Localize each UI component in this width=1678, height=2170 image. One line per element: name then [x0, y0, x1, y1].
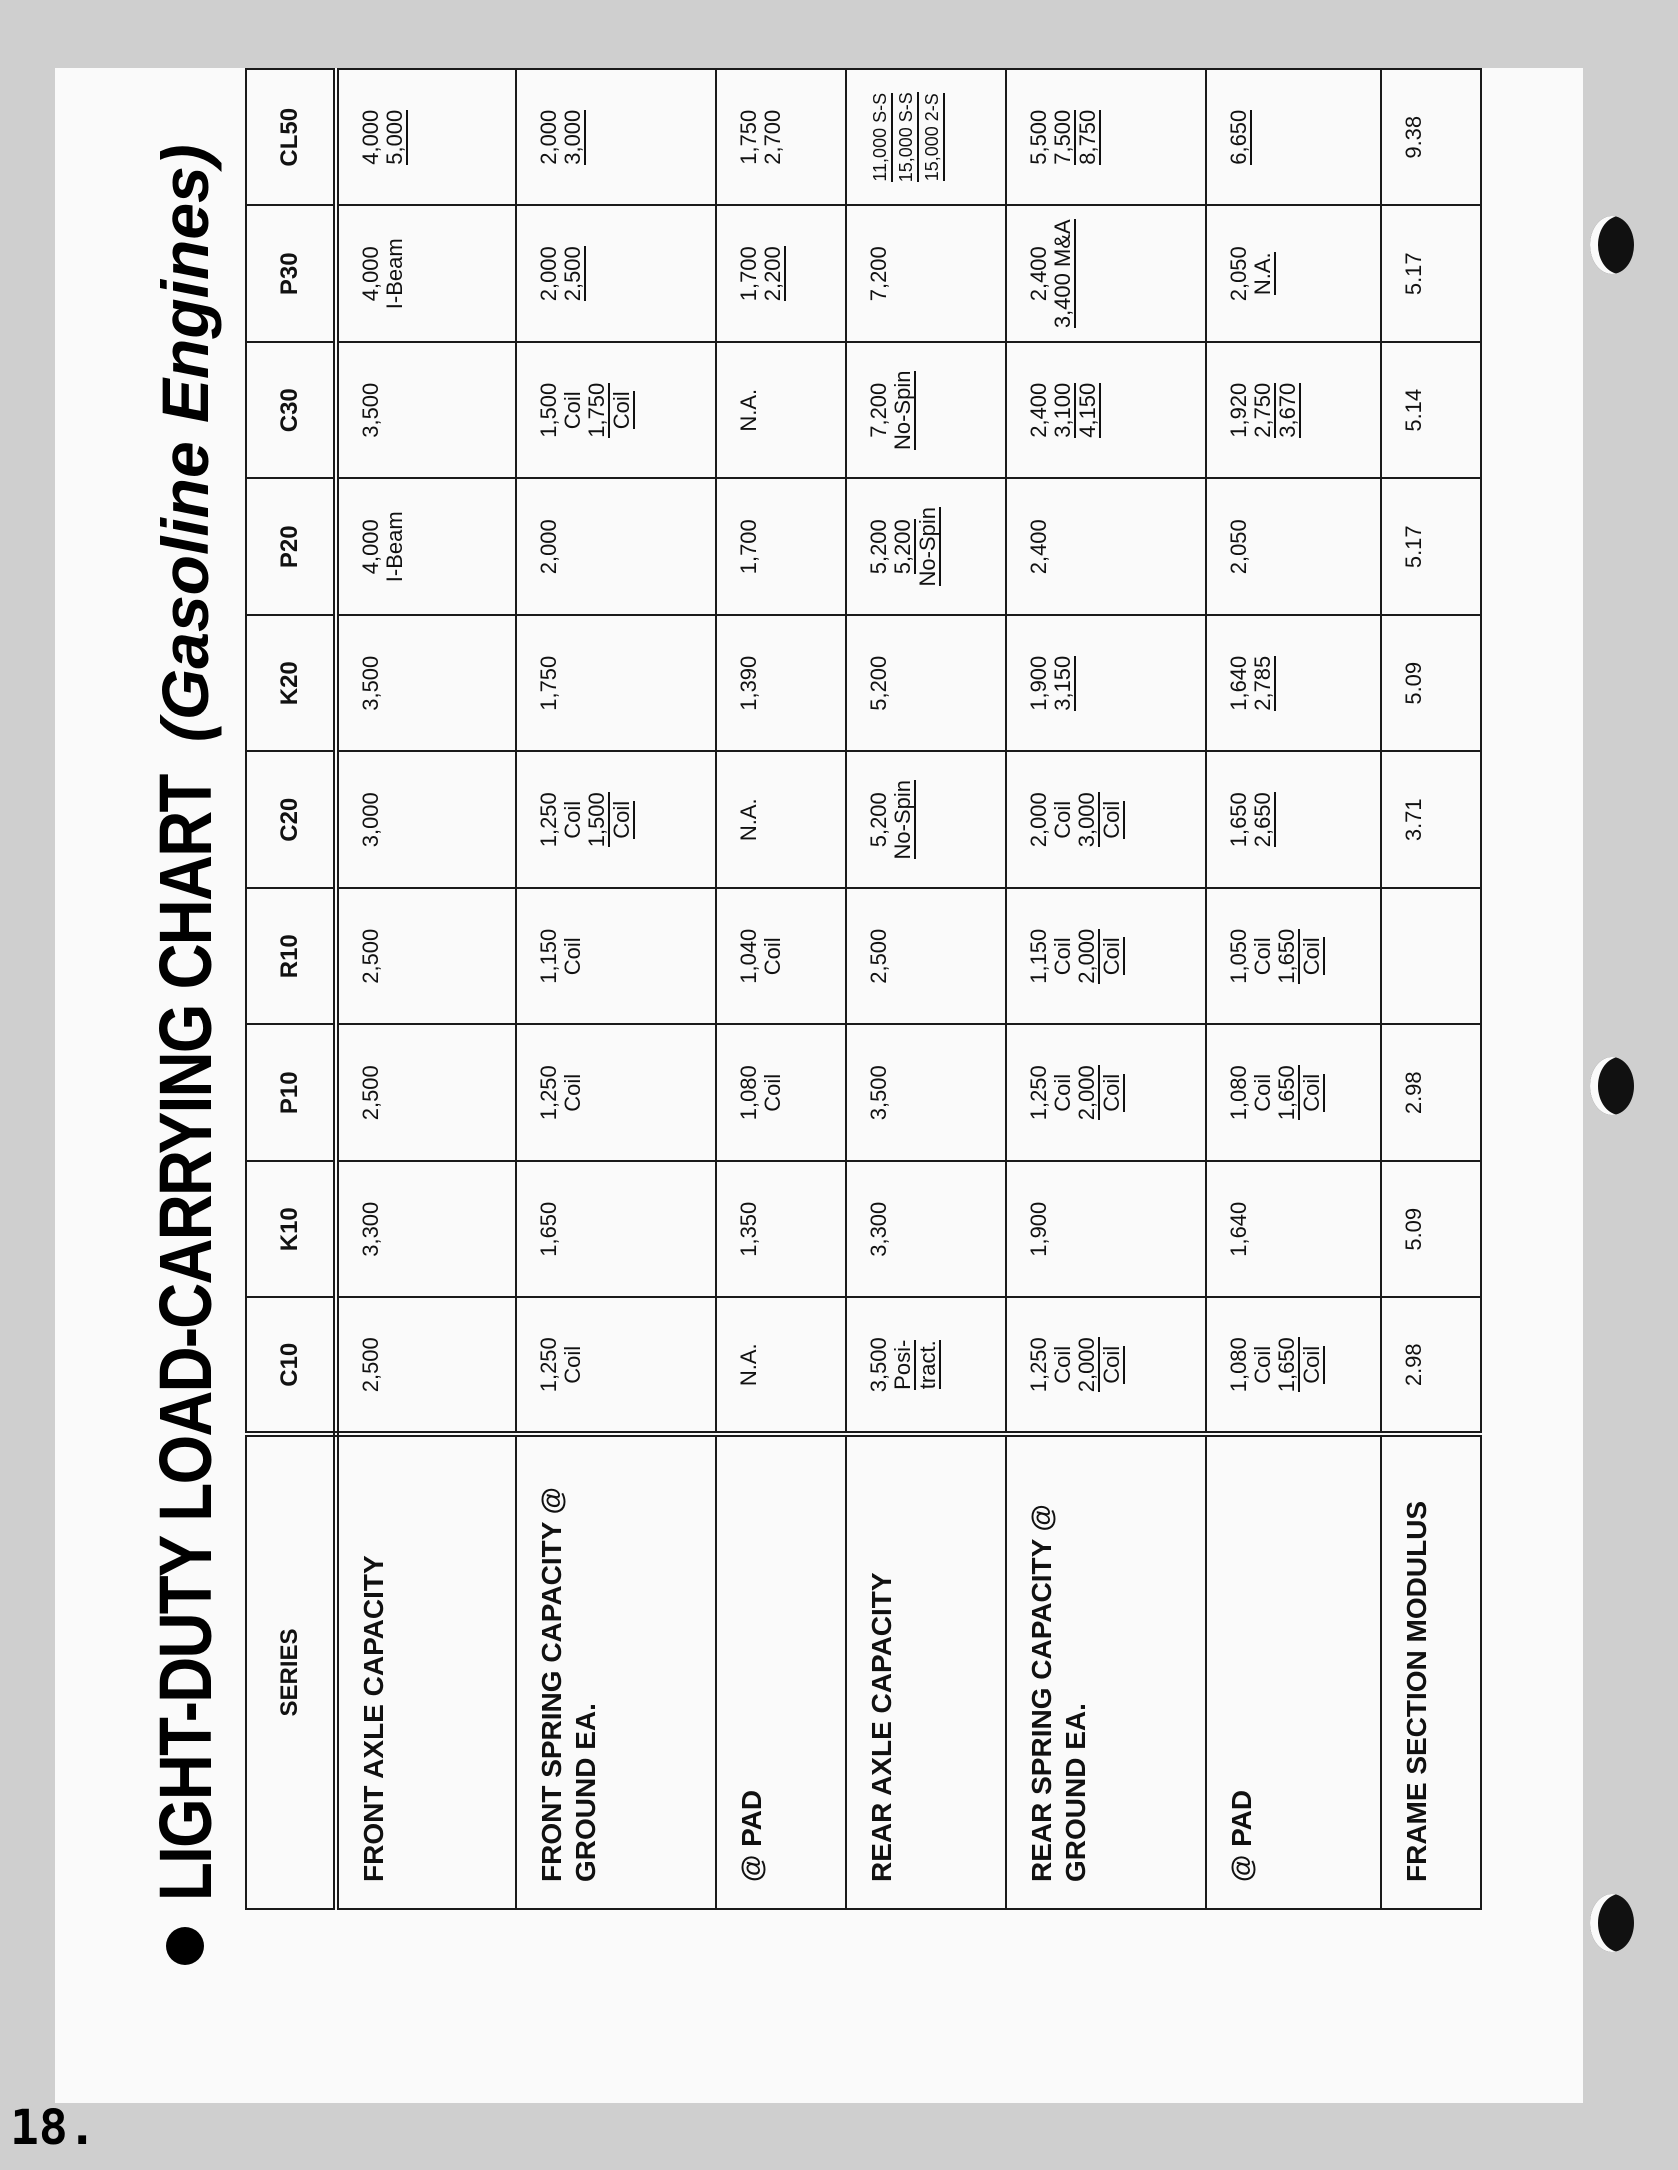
- cell-value: 2,650: [1250, 792, 1275, 848]
- cell-value: 5,200: [866, 792, 891, 848]
- table-cell: [1206, 888, 1381, 1025]
- cell-value: 2.98: [1401, 1071, 1426, 1115]
- column-header: P10: [246, 1025, 336, 1162]
- cell-value: Coil: [1250, 1073, 1275, 1112]
- title-subtitle: (Gasoline Engines): [148, 144, 222, 743]
- cell-value: 6,650: [1226, 109, 1251, 165]
- cell-value: Coil: [1050, 937, 1075, 976]
- table-cell: [516, 206, 716, 343]
- table-cell: [716, 1298, 846, 1435]
- table-cell: [1006, 1298, 1206, 1435]
- cell-value: 5,000: [382, 109, 407, 165]
- cell-value: 1,700: [736, 246, 761, 302]
- cell-value: 1,650: [1274, 1337, 1299, 1393]
- table-cell: [716, 752, 846, 889]
- cell-value: 3,500: [866, 1337, 891, 1393]
- cell-value: No-Spin: [890, 370, 915, 450]
- cell-value: 2.98: [1401, 1343, 1426, 1387]
- cell-value: Coil: [1299, 1345, 1324, 1384]
- cell-value: 3,500: [358, 655, 383, 711]
- cell-value: 3,670: [1275, 382, 1300, 438]
- bullet-icon: [166, 1927, 204, 1965]
- table-row: [336, 69, 516, 1909]
- row-label: FRAME SECTION MODULUS: [1381, 1434, 1481, 1909]
- cell-value: 4,150: [1075, 382, 1100, 438]
- table-cell: [1381, 615, 1481, 752]
- table-cell: [336, 206, 516, 343]
- row-label: @ PAD: [1206, 1434, 1381, 1909]
- cell-value: 2,400: [1026, 246, 1051, 302]
- table-row: [1206, 69, 1381, 1909]
- cell-value: 1,350: [736, 1201, 761, 1257]
- cell-value: 2,700: [760, 109, 785, 165]
- table-cell: [516, 888, 716, 1025]
- table-cell: [1006, 479, 1206, 616]
- table-cell: [846, 1298, 1006, 1435]
- cell-value: 1,900: [1026, 655, 1051, 711]
- row-label: REAR AXLE CAPACITY: [846, 1434, 1006, 1909]
- cell-value: tract.: [915, 1340, 940, 1390]
- cell-value: Coil: [760, 937, 785, 976]
- cell-value: Coil: [1099, 937, 1124, 976]
- cell-value: 1,050: [1226, 928, 1251, 984]
- cell-value: 1,500: [584, 792, 609, 848]
- cell-value: 2,000: [1026, 792, 1051, 848]
- cell-value: 1,500: [536, 382, 561, 438]
- table-row: [846, 69, 1006, 1909]
- cell-value: 1,750: [584, 382, 609, 438]
- title-main: LIGHT-DUTY LOAD-CARRYING CHART: [143, 775, 227, 1901]
- cell-value: 15,000 2-S: [921, 93, 945, 181]
- table-row: [1006, 69, 1206, 1909]
- table-cell: [1206, 479, 1381, 616]
- cell-value: Coil: [1050, 1073, 1075, 1112]
- cell-value: 1,750: [736, 109, 761, 165]
- cell-value: Coil: [1099, 1345, 1124, 1384]
- cell-value: 1,250: [536, 792, 561, 848]
- table-row: [516, 69, 716, 1909]
- table-cell: [846, 479, 1006, 616]
- cell-value: Coil: [1050, 1345, 1075, 1384]
- table-cell: [1206, 752, 1381, 889]
- table-cell: [716, 1025, 846, 1162]
- table-cell: [716, 342, 846, 479]
- column-header: R10: [246, 888, 336, 1025]
- cell-value: Coil: [560, 1345, 585, 1384]
- cell-value: 7,500: [1050, 109, 1075, 165]
- cell-value: N.A.: [736, 1343, 761, 1387]
- cell-value: Coil: [560, 800, 585, 839]
- cell-value: I-Beam: [382, 511, 407, 583]
- cell-value: 1,080: [1226, 1065, 1251, 1121]
- table-cell: [846, 69, 1006, 206]
- cell-value: 1,080: [736, 1065, 761, 1121]
- table-cell: [846, 888, 1006, 1025]
- cell-value: 3,100: [1050, 382, 1075, 438]
- cell-value: Coil: [1250, 937, 1275, 976]
- table-cell: [1206, 1298, 1381, 1435]
- cell-value: 2,200: [760, 246, 785, 302]
- table-cell: [1206, 1025, 1381, 1162]
- binder-hole: [1590, 1894, 1634, 1952]
- cell-value: 4,000: [358, 246, 383, 302]
- cell-value: Coil: [609, 391, 634, 430]
- cell-value: Coil: [1299, 1073, 1324, 1112]
- table-cell: [1206, 1161, 1381, 1298]
- cell-value: 2,500: [866, 928, 891, 984]
- page-title: [130, 144, 240, 1965]
- cell-value: 11,000 S-S: [869, 93, 893, 182]
- row-label: REAR SPRING CAPACITY @ GROUND EA.: [1006, 1434, 1206, 1909]
- table-cell: [336, 342, 516, 479]
- table-cell: [336, 1161, 516, 1298]
- cell-value: 7,200: [866, 246, 891, 302]
- cell-value: 3,000: [358, 792, 383, 848]
- column-header: C20: [246, 752, 336, 889]
- table-cell: [516, 1025, 716, 1162]
- table-cell: [336, 752, 516, 889]
- cell-value: 1,750: [536, 655, 561, 711]
- table-cell: [716, 1161, 846, 1298]
- cell-value: 2,000: [536, 109, 561, 165]
- cell-value: 2,750: [1250, 382, 1275, 438]
- table-cell: [1381, 1298, 1481, 1435]
- cell-value: Coil: [760, 1073, 785, 1112]
- table-cell: [336, 479, 516, 616]
- table-row: [1381, 69, 1481, 1909]
- cell-value: N.A.: [736, 798, 761, 842]
- cell-value: 4,000: [358, 109, 383, 165]
- table-cell: [716, 206, 846, 343]
- cell-value: 2,000: [1074, 928, 1099, 984]
- cell-value: 3,150: [1050, 655, 1075, 711]
- table-cell: [516, 752, 716, 889]
- cell-value: Coil: [609, 800, 634, 839]
- cell-value: 15,000 S-S: [895, 92, 919, 182]
- column-header: K10: [246, 1161, 336, 1298]
- table-cell: [1206, 342, 1381, 479]
- cell-value: 2,050: [1226, 246, 1251, 302]
- cell-value: 1,650: [1274, 1065, 1299, 1121]
- table-cell: [846, 752, 1006, 889]
- cell-value: Coil: [1099, 800, 1124, 839]
- cell-value: 5.17: [1401, 525, 1426, 569]
- cell-value: 1,040: [736, 928, 761, 984]
- cell-value: 1,650: [536, 1201, 561, 1257]
- table-cell: [516, 1298, 716, 1435]
- table-cell: [1206, 615, 1381, 752]
- table-cell: [1381, 752, 1481, 889]
- table-header-row: [246, 69, 336, 1909]
- cell-value: 1,250: [536, 1065, 561, 1121]
- cell-value: 5.09: [1401, 661, 1426, 705]
- cell-value: 1,150: [536, 928, 561, 984]
- table-cell: [1006, 1161, 1206, 1298]
- cell-value: 2,500: [560, 246, 585, 302]
- table-cell: [516, 69, 716, 206]
- cell-value: Coil: [1050, 800, 1075, 839]
- table-cell: [1381, 1161, 1481, 1298]
- cell-value: 1,920: [1226, 382, 1251, 438]
- cell-value: 4,000: [358, 519, 383, 575]
- cell-value: 5,200: [866, 519, 891, 575]
- row-label: FRONT AXLE CAPACITY: [336, 1434, 516, 1909]
- cell-value: 5.09: [1401, 1207, 1426, 1251]
- cell-value: 5,200: [866, 655, 891, 711]
- cell-value: 5,200: [890, 519, 915, 575]
- table-cell: [516, 615, 716, 752]
- binder-hole: [1590, 216, 1634, 274]
- table-cell: [1381, 1025, 1481, 1162]
- cell-value: Posi-: [890, 1339, 915, 1390]
- table-cell: [716, 479, 846, 616]
- cell-value: 1,080: [1226, 1337, 1251, 1393]
- cell-value: 3,500: [866, 1065, 891, 1121]
- rotated-content: [130, 0, 1575, 2045]
- cell-value: 1,700: [736, 519, 761, 575]
- table-cell: [516, 479, 716, 616]
- cell-value: Coil: [1250, 1345, 1275, 1384]
- cell-value: 1,640: [1226, 655, 1251, 711]
- table-cell: [1006, 69, 1206, 206]
- cell-value: 3.71: [1401, 798, 1426, 842]
- cell-value: I-Beam: [382, 238, 407, 310]
- table-cell: [1006, 752, 1206, 889]
- cell-value: Coil: [1299, 937, 1324, 976]
- cell-value: Coil: [560, 391, 585, 430]
- cell-value: 2,500: [358, 1065, 383, 1121]
- cell-value: 2,785: [1250, 655, 1275, 711]
- table-cell: [1006, 206, 1206, 343]
- table-cell: [516, 342, 716, 479]
- table-cell: [336, 69, 516, 206]
- cell-value: 5.17: [1401, 252, 1426, 296]
- cell-value: 3,300: [358, 1201, 383, 1257]
- table-cell: [336, 1298, 516, 1435]
- cell-value: No-Spin: [915, 507, 940, 587]
- table-cell: [1006, 615, 1206, 752]
- cell-value: 1,650: [1226, 792, 1251, 848]
- cell-value: 1,250: [1026, 1065, 1051, 1121]
- cell-value: 8,750: [1075, 109, 1100, 165]
- binder-hole: [1590, 1057, 1634, 1115]
- column-header: K20: [246, 615, 336, 752]
- load-carrying-table: [245, 68, 1482, 1910]
- cell-value: 2,050: [1226, 519, 1251, 575]
- column-header: C30: [246, 342, 336, 479]
- table-cell: [336, 888, 516, 1025]
- cell-value: 2,000: [1074, 1065, 1099, 1121]
- cell-value: 1,640: [1226, 1201, 1251, 1257]
- cell-value: 1,900: [1026, 1201, 1051, 1257]
- table-cell: [1381, 342, 1481, 479]
- cell-value: 1,650: [1274, 928, 1299, 984]
- cell-value: 5.14: [1401, 388, 1426, 432]
- cell-value: 9.38: [1401, 115, 1426, 159]
- cell-value: 3,500: [358, 382, 383, 438]
- cell-value: N.A.: [1250, 252, 1275, 296]
- column-header: C10: [246, 1298, 336, 1435]
- series-header: SERIES: [246, 1434, 336, 1909]
- table-cell: [1006, 888, 1206, 1025]
- column-header: P20: [246, 479, 336, 616]
- table-cell: [336, 615, 516, 752]
- table-cell: [846, 206, 1006, 343]
- cell-value: 1,250: [1026, 1337, 1051, 1393]
- table-cell: [846, 342, 1006, 479]
- row-label: @ PAD: [716, 1434, 846, 1909]
- table-cell: [846, 1025, 1006, 1162]
- table-cell: [1206, 206, 1381, 343]
- cell-value: 2,500: [358, 928, 383, 984]
- row-label: FRONT SPRING CAPACITY @ GROUND EA.: [516, 1434, 716, 1909]
- cell-value: No-Spin: [890, 780, 915, 860]
- table-cell: [1381, 888, 1481, 1025]
- cell-value: 3,000: [560, 109, 585, 165]
- cell-value: 5,500: [1026, 109, 1051, 165]
- cell-value: 2,000: [536, 519, 561, 575]
- table-cell: [716, 69, 846, 206]
- cell-value: 3,400 M&A: [1050, 219, 1075, 329]
- cell-value: 2,500: [358, 1337, 383, 1393]
- table-cell: [846, 615, 1006, 752]
- table-cell: [516, 1161, 716, 1298]
- table-cell: [1381, 206, 1481, 343]
- cell-value: 2,000: [536, 246, 561, 302]
- column-header: P30: [246, 206, 336, 343]
- cell-value: Coil: [560, 937, 585, 976]
- column-header: CL50: [246, 69, 336, 206]
- table-cell: [846, 1161, 1006, 1298]
- cell-value: Coil: [1099, 1073, 1124, 1112]
- cell-value: 3,300: [866, 1201, 891, 1257]
- table-row: [716, 69, 846, 1909]
- table-cell: [1381, 479, 1481, 616]
- table-cell: [1206, 69, 1381, 206]
- table-cell: [1381, 69, 1481, 206]
- cell-value: 2,400: [1026, 382, 1051, 438]
- table-cell: [1006, 342, 1206, 479]
- cell-value: Coil: [560, 1073, 585, 1112]
- cell-value: 1,390: [736, 655, 761, 711]
- cell-value: 7,200: [866, 382, 891, 438]
- table-cell: [1006, 1025, 1206, 1162]
- cell-value: 2,000: [1074, 1337, 1099, 1393]
- cell-value: 3,000: [1074, 792, 1099, 848]
- table-cell: [716, 615, 846, 752]
- page-number: 18.: [10, 2100, 97, 2156]
- cell-value: 1,250: [536, 1337, 561, 1393]
- cell-value: N.A.: [736, 388, 761, 432]
- table-cell: [336, 1025, 516, 1162]
- cell-value: 1,150: [1026, 928, 1051, 984]
- table-cell: [716, 888, 846, 1025]
- cell-value: 2,400: [1026, 519, 1051, 575]
